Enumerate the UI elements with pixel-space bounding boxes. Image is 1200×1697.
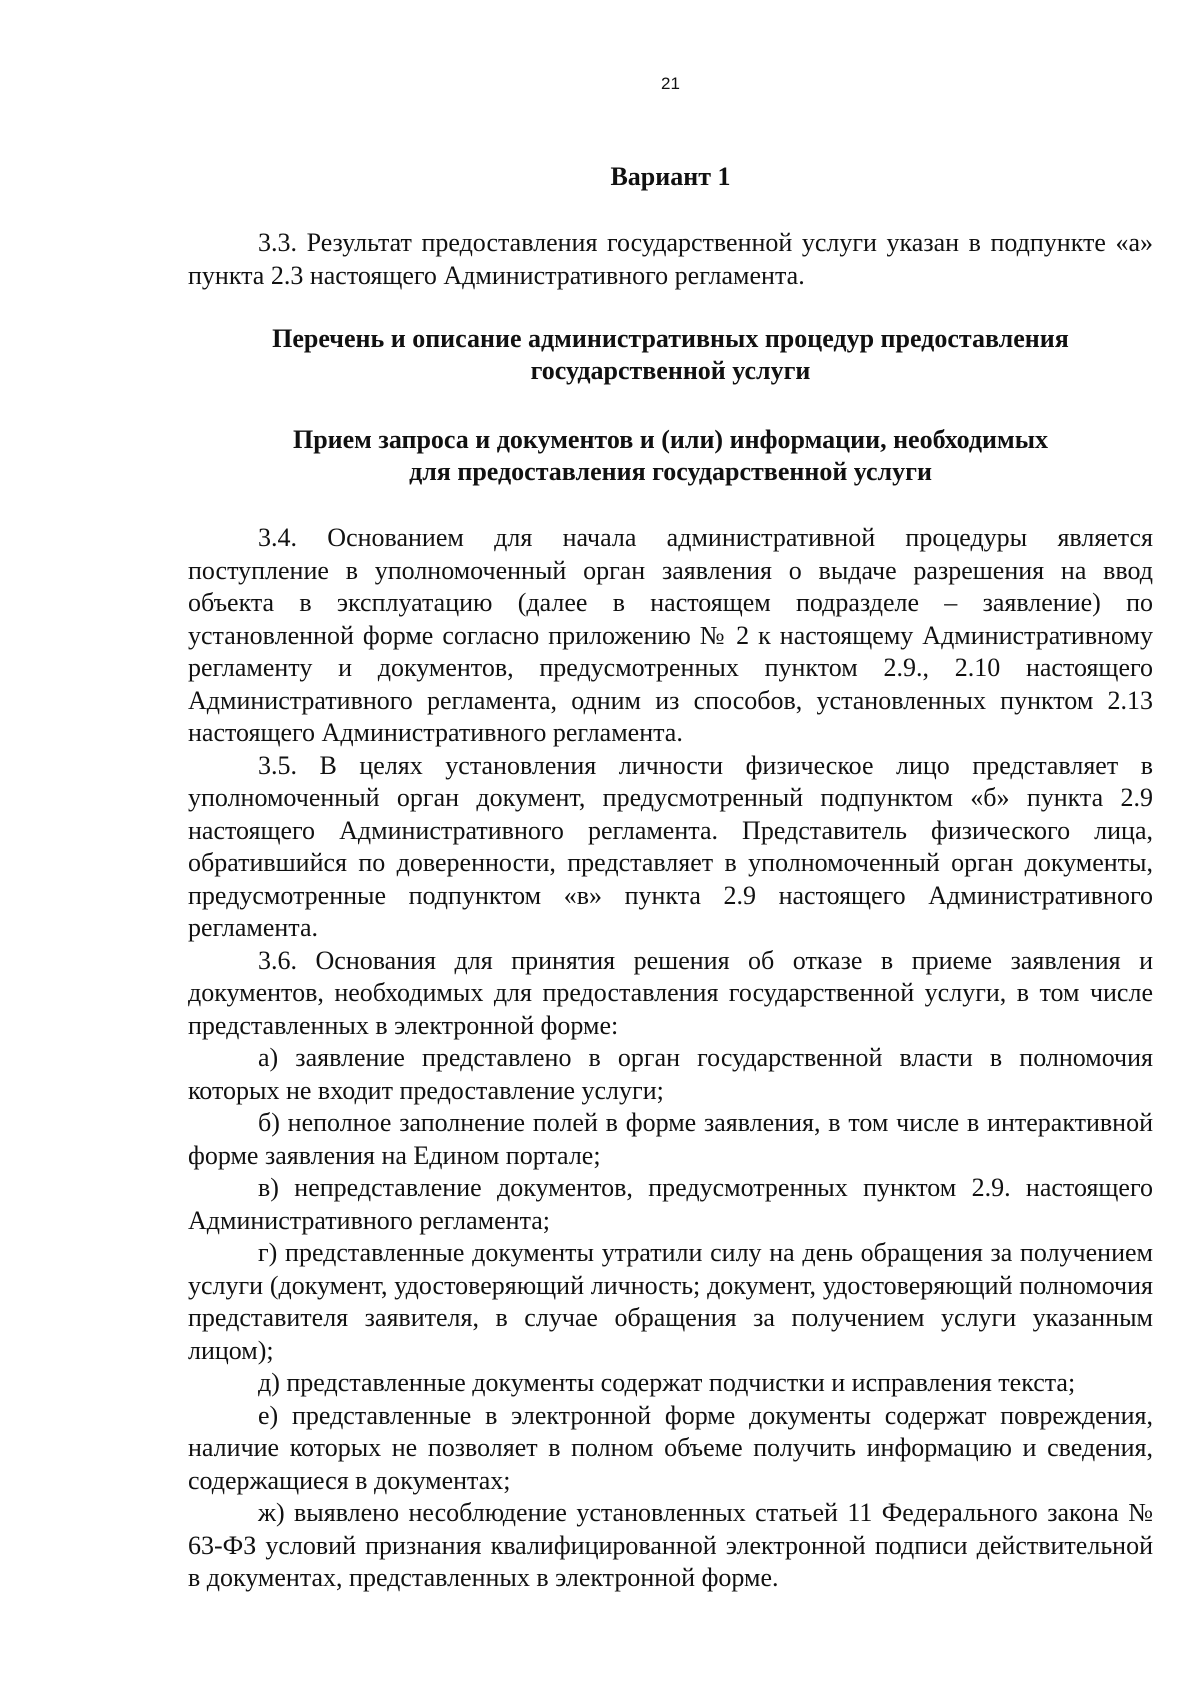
- list-item-a: а) заявление представлено в орган государственной власти в полномочия которых не входит предоставление услуги;: [188, 1043, 1153, 1105]
- paragraph-3-4: 3.4. Основанием для начала административной процедуры является поступление в уполномоченный орган заявления о выдаче разрешения на ввод объекта в эксплуатацию (далее в настоящем подразделе – заявление) по установленной форме согласно приложению № 2 к настоящему Административному регламенту и документов, предусмотренных пунктом 2.9., 2.10 настоящего Административного регламента, одним из способов, установленных пунктом 2.13 настоящего Административного регламента.: [188, 523, 1153, 747]
- paragraph-3-3: 3.3. Результат предоставления государственной услуги указан в подпункте «а» пункта 2.3 настоящего Административного регламента.: [188, 228, 1153, 290]
- list-item-v: в) непредставление документов, предусмотренных пунктом 2.9. настоящего Административного регламента;: [188, 1173, 1153, 1235]
- list-item-d: д) представленные документы содержат подчистки и исправления текста;: [258, 1368, 1076, 1397]
- list-item-e: е) представленные в электронной форме документы содержат повреждения, наличие которых не позволяет в полном объеме получить информацию и сведения, содержащиеся в документах;: [188, 1400, 1153, 1495]
- intake-heading-line-1: Прием запроса и документов и (или) информации, необходимых: [292, 425, 1049, 454]
- page-number: 21: [661, 74, 680, 93]
- list-item-zh: ж) выявлено несоблюдение установленных статьей 11 Федерального закона № 63-ФЗ условий признания квалифицированной электронной подписи действительной в документах, представленных в электронной форме.: [188, 1498, 1153, 1592]
- list-item-b: б) неполное заполнение полей в форме заявления, в том числе в интерактивной форме заявления на Едином портале;: [188, 1108, 1153, 1170]
- intake-heading: [188, 424, 1153, 488]
- procedures-heading-line-2: государственной услуги: [530, 356, 811, 385]
- result-section: [188, 227, 1153, 292]
- procedures-heading-line-1: Перечень и описание административных процедур предоставления: [272, 324, 1069, 353]
- procedures-heading: [188, 323, 1153, 387]
- document-page: [188, 0, 1153, 1697]
- variant-heading: Вариант 1: [610, 162, 731, 191]
- list-item-g: г) представленные документы утратили силу на день обращения за получением услуги (документ, удостоверяющий личность; документ, удостоверяющий полномочия представителя заявителя, в случае обращения за получением услуги указанным лицом);: [188, 1238, 1153, 1365]
- paragraph-3-5: 3.5. В целях установления личности физическое лицо представляет в уполномоченный орган документ, предусмотренный подпунктом «б» пункта 2.9 настоящего Административного регламента. Представитель физического лица, обратившийся по доверенности, представляет в уполномоченный орган документы, предусмотренные подпунктом «в» пункта 2.9 настоящего Административного регламента.: [188, 750, 1153, 942]
- intake-heading-line-2: для предоставления государственной услуги: [409, 457, 932, 486]
- intake-section-body: [188, 522, 1153, 1595]
- paragraph-3-6: 3.6. Основания для принятия решения об отказе в приеме заявления и документов, необходимых для предоставления государственной услуги, в том числе представленных в электронной форме:: [188, 945, 1153, 1040]
